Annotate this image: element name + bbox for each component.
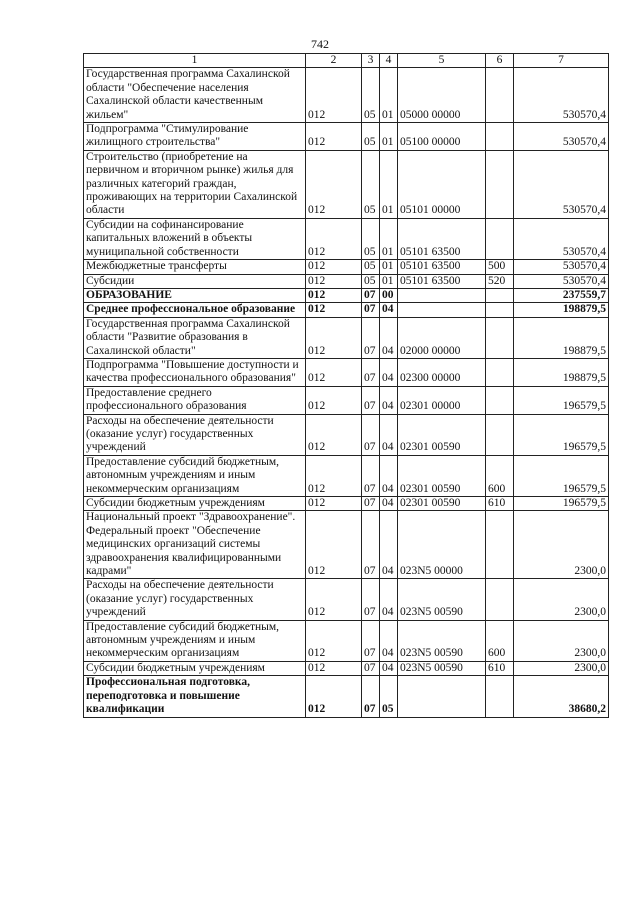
row-name-cell: Субсидии — [84, 274, 306, 288]
row-value-cell: 196579,5 — [514, 386, 609, 414]
row-value-cell: 01 — [380, 150, 398, 218]
row-value-cell — [486, 123, 514, 151]
row-value-cell: 012 — [306, 455, 362, 496]
row-value-cell: 07 — [362, 455, 380, 496]
row-value-cell: 04 — [380, 511, 398, 579]
row-value-cell: 05 — [362, 274, 380, 288]
row-value-cell: 05100 00000 — [398, 123, 486, 151]
row-value-cell: 012 — [306, 620, 362, 661]
row-value-cell: 610 — [486, 661, 514, 675]
row-name-cell: Субсидии бюджетным учреждениям — [84, 661, 306, 675]
row-value-cell: 530570,4 — [514, 218, 609, 259]
row-value-cell: 07 — [362, 497, 380, 511]
row-value-cell: 05 — [362, 260, 380, 274]
row-value-cell: 530570,4 — [514, 123, 609, 151]
row-value-cell — [486, 150, 514, 218]
table-row — [84, 317, 609, 358]
row-value-cell: 05101 63500 — [398, 218, 486, 259]
row-value-cell — [486, 414, 514, 455]
row-value-cell: 07 — [362, 511, 380, 579]
row-value-cell: 04 — [380, 455, 398, 496]
row-value-cell: 012 — [306, 274, 362, 288]
row-name-cell: Профессиональная подготовка, переподготовка и повышение квалификации — [84, 676, 306, 717]
row-value-cell: 07 — [362, 358, 380, 386]
row-value-cell: 2300,0 — [514, 620, 609, 661]
row-name-cell: Межбюджетные трансферты — [84, 260, 306, 274]
row-value-cell: 023N5 00590 — [398, 620, 486, 661]
row-value-cell: 04 — [380, 661, 398, 675]
table-row — [84, 511, 609, 579]
row-value-cell: 610 — [486, 497, 514, 511]
row-value-cell — [486, 386, 514, 414]
row-value-cell: 2300,0 — [514, 661, 609, 675]
row-value-cell: 00 — [380, 288, 398, 302]
row-value-cell — [486, 218, 514, 259]
row-name-cell: Государственная программа Сахалинской области "Обеспечение населения Сахалинской области качественным жильем" — [84, 68, 306, 123]
row-name-cell: ОБРАЗОВАНИЕ — [84, 288, 306, 302]
table-row — [84, 218, 609, 259]
table-row — [84, 358, 609, 386]
row-name-cell: Расходы на обеспечение деятельности (оказание услуг) государственных учреждений — [84, 414, 306, 455]
row-name-cell: Субсидии бюджетным учреждениям — [84, 497, 306, 511]
row-value-cell: 02301 00590 — [398, 497, 486, 511]
row-value-cell: 198879,5 — [514, 303, 609, 317]
table-row — [84, 68, 609, 123]
row-name-cell: Предоставление субсидий бюджетным, автономным учреждениям и иным некоммерческим организациям — [84, 620, 306, 661]
table-row — [84, 150, 609, 218]
row-value-cell: 023N5 00000 — [398, 511, 486, 579]
row-value-cell — [398, 288, 486, 302]
row-value-cell — [486, 511, 514, 579]
header-cell: 3 — [362, 54, 380, 68]
row-value-cell: 07 — [362, 620, 380, 661]
table-body — [84, 68, 609, 717]
row-value-cell: 198879,5 — [514, 317, 609, 358]
row-value-cell: 05101 00000 — [398, 150, 486, 218]
row-value-cell: 600 — [486, 620, 514, 661]
table-row — [84, 386, 609, 414]
budget-table — [83, 53, 609, 718]
table-row — [84, 123, 609, 151]
row-value-cell: 01 — [380, 274, 398, 288]
row-value-cell: 07 — [362, 579, 380, 620]
row-value-cell: 07 — [362, 303, 380, 317]
row-value-cell: 04 — [380, 579, 398, 620]
row-value-cell: 196579,5 — [514, 497, 609, 511]
table-row — [84, 661, 609, 675]
row-value-cell: 530570,4 — [514, 274, 609, 288]
row-value-cell: 237559,7 — [514, 288, 609, 302]
row-value-cell: 07 — [362, 661, 380, 675]
header-row — [84, 54, 609, 68]
table-row — [84, 676, 609, 717]
table-row — [84, 579, 609, 620]
row-name-cell: Государственная программа Сахалинской области "Развитие образования в Сахалинской области" — [84, 317, 306, 358]
row-value-cell: 01 — [380, 68, 398, 123]
table-row — [84, 260, 609, 274]
row-name-cell: Предоставление среднего профессионального образования — [84, 386, 306, 414]
row-value-cell: 2300,0 — [514, 511, 609, 579]
table-row — [84, 274, 609, 288]
header-cell: 2 — [306, 54, 362, 68]
row-value-cell: 530570,4 — [514, 150, 609, 218]
row-value-cell: 012 — [306, 358, 362, 386]
row-value-cell: 04 — [380, 620, 398, 661]
row-value-cell: 012 — [306, 68, 362, 123]
header-cell: 1 — [84, 54, 306, 68]
row-value-cell: 196579,5 — [514, 414, 609, 455]
row-value-cell: 012 — [306, 150, 362, 218]
row-value-cell: 012 — [306, 414, 362, 455]
row-value-cell: 04 — [380, 358, 398, 386]
row-value-cell: 500 — [486, 260, 514, 274]
table-row — [84, 288, 609, 302]
row-value-cell: 38680,2 — [514, 676, 609, 717]
table-row — [84, 303, 609, 317]
row-name-cell: Предоставление субсидий бюджетным, автономным учреждениям и иным некоммерческим организациям — [84, 455, 306, 496]
header-cell: 7 — [514, 54, 609, 68]
row-value-cell: 2300,0 — [514, 579, 609, 620]
row-value-cell: 012 — [306, 123, 362, 151]
header-cell: 4 — [380, 54, 398, 68]
row-value-cell: 05 — [380, 676, 398, 717]
row-value-cell: 012 — [306, 288, 362, 302]
row-value-cell: 012 — [306, 317, 362, 358]
row-name-cell: Строительство (приобретение на первичном и вторичном рынке) жилья для различных категорий граждан, проживающих на территории Сахалинской области — [84, 150, 306, 218]
row-value-cell: 012 — [306, 676, 362, 717]
table-row — [84, 455, 609, 496]
row-value-cell: 012 — [306, 260, 362, 274]
row-value-cell — [398, 303, 486, 317]
row-name-cell: Среднее профессиональное образование — [84, 303, 306, 317]
row-value-cell: 07 — [362, 386, 380, 414]
row-value-cell: 012 — [306, 497, 362, 511]
row-value-cell — [486, 68, 514, 123]
row-value-cell: 05 — [362, 218, 380, 259]
row-value-cell: 05 — [362, 68, 380, 123]
table-row — [84, 620, 609, 661]
row-value-cell: 198879,5 — [514, 358, 609, 386]
row-value-cell: 012 — [306, 511, 362, 579]
row-name-cell: Расходы на обеспечение деятельности (оказание услуг) государственных учреждений — [84, 579, 306, 620]
row-value-cell: 05 — [362, 150, 380, 218]
row-value-cell: 07 — [362, 676, 380, 717]
row-value-cell: 07 — [362, 317, 380, 358]
row-value-cell: 02301 00590 — [398, 455, 486, 496]
row-value-cell: 530570,4 — [514, 68, 609, 123]
row-value-cell: 01 — [380, 260, 398, 274]
row-value-cell: 04 — [380, 317, 398, 358]
row-value-cell: 196579,5 — [514, 455, 609, 496]
row-name-cell: Подпрограмма "Стимулирование жилищного строительства" — [84, 123, 306, 151]
row-value-cell: 07 — [362, 414, 380, 455]
row-value-cell: 023N5 00590 — [398, 661, 486, 675]
row-value-cell: 04 — [380, 386, 398, 414]
row-value-cell: 05101 63500 — [398, 260, 486, 274]
row-value-cell — [398, 676, 486, 717]
row-value-cell: 07 — [362, 288, 380, 302]
row-value-cell: 02301 00590 — [398, 414, 486, 455]
header-cell: 5 — [398, 54, 486, 68]
page-number: 742 — [311, 37, 329, 51]
row-value-cell: 600 — [486, 455, 514, 496]
row-value-cell — [486, 676, 514, 717]
row-value-cell: 04 — [380, 497, 398, 511]
row-value-cell — [486, 579, 514, 620]
row-value-cell: 012 — [306, 303, 362, 317]
row-value-cell — [486, 317, 514, 358]
row-value-cell: 05000 00000 — [398, 68, 486, 123]
row-value-cell: 012 — [306, 386, 362, 414]
row-value-cell: 02301 00000 — [398, 386, 486, 414]
row-value-cell: 012 — [306, 218, 362, 259]
row-value-cell: 05 — [362, 123, 380, 151]
row-name-cell: Подпрограмма "Повышение доступности и качества профессионального образования" — [84, 358, 306, 386]
row-value-cell: 520 — [486, 274, 514, 288]
table-row — [84, 497, 609, 511]
row-value-cell: 01 — [380, 123, 398, 151]
row-value-cell: 01 — [380, 218, 398, 259]
row-value-cell: 04 — [380, 414, 398, 455]
row-value-cell: 023N5 00590 — [398, 579, 486, 620]
row-value-cell — [486, 358, 514, 386]
row-value-cell: 04 — [380, 303, 398, 317]
row-value-cell: 012 — [306, 579, 362, 620]
row-value-cell — [486, 303, 514, 317]
row-value-cell: 05101 63500 — [398, 274, 486, 288]
row-value-cell — [486, 288, 514, 302]
row-value-cell: 02300 00000 — [398, 358, 486, 386]
row-name-cell: Субсидии на софинансирование капитальных вложений в объекты муниципальной собственности — [84, 218, 306, 259]
header-cell: 6 — [486, 54, 514, 68]
row-value-cell: 530570,4 — [514, 260, 609, 274]
row-value-cell: 012 — [306, 661, 362, 675]
row-name-cell: Национальный проект "Здравоохранение". Федеральный проект "Обеспечение медицинских организаций системы здравоохранения квалифицированными кадрами" — [84, 511, 306, 579]
row-value-cell: 02000 00000 — [398, 317, 486, 358]
table-row — [84, 414, 609, 455]
